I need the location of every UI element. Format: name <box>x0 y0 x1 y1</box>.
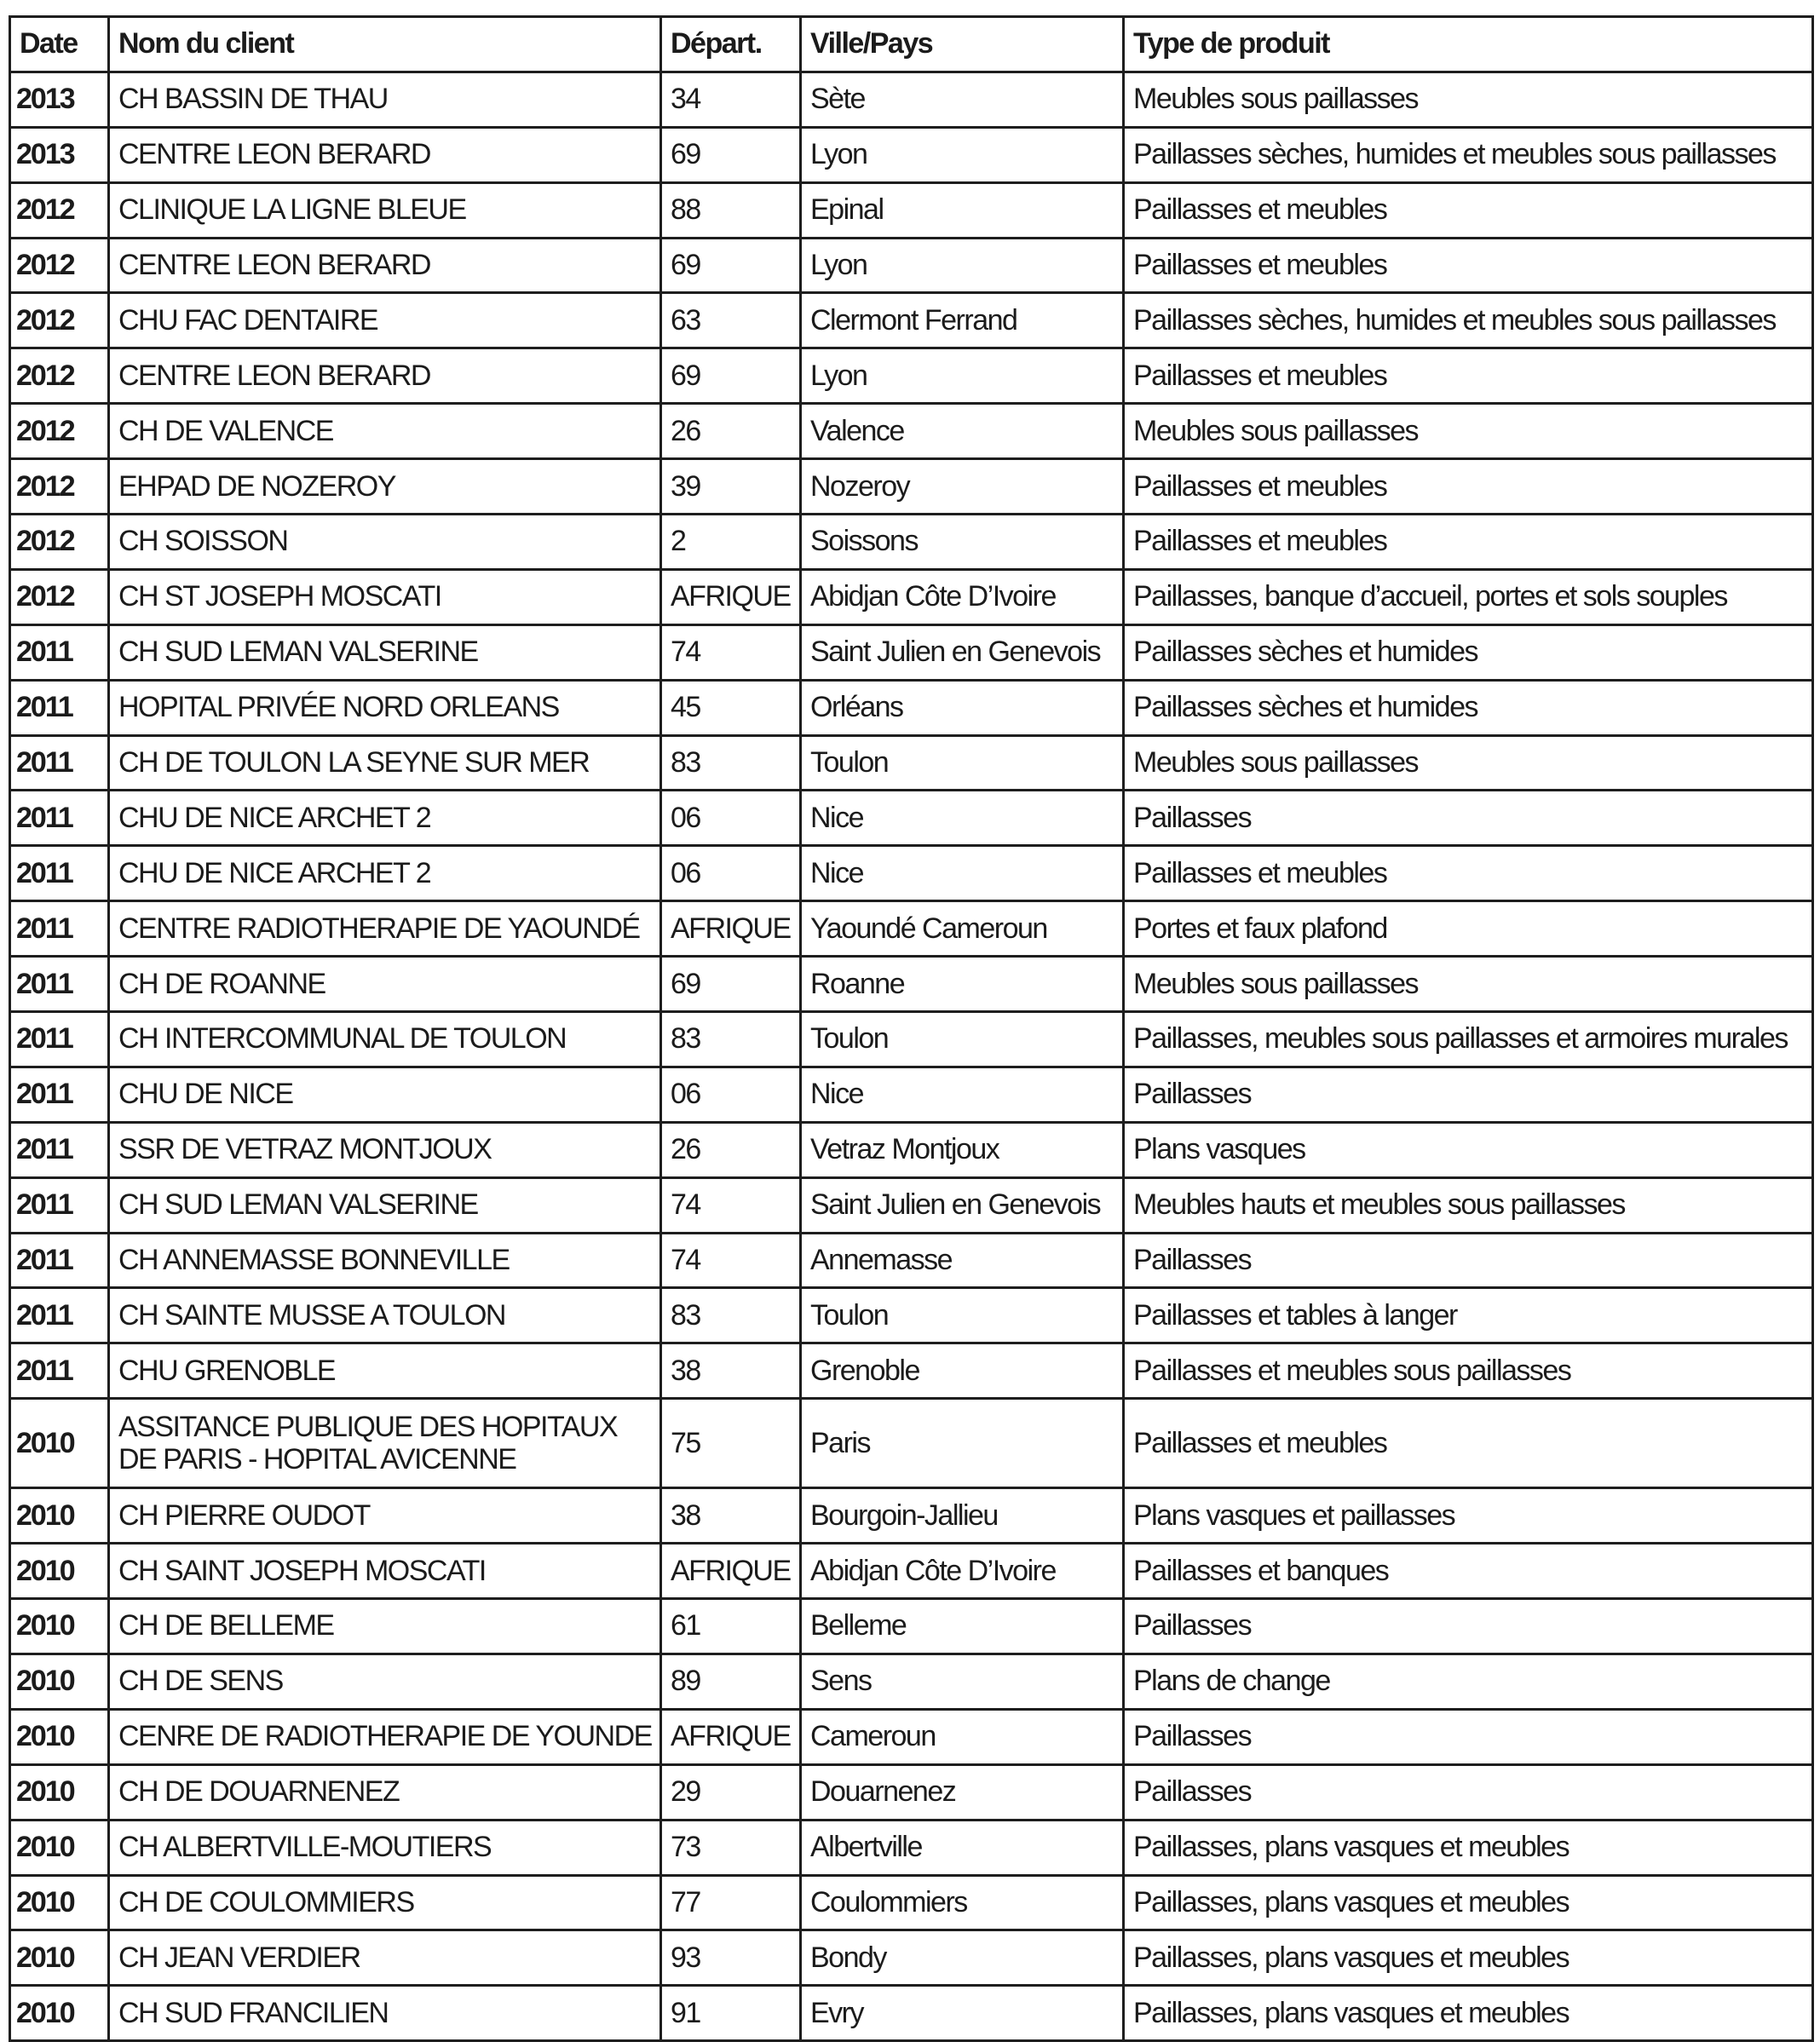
cell-product-type: Paillasses <box>1124 1599 1813 1654</box>
cell-client-name: CENTRE LEON BERARD <box>109 348 661 404</box>
cell-department: 26 <box>661 404 801 459</box>
cell-client-name: CHU DE NICE ARCHET 2 <box>109 846 661 901</box>
cell-department: 2 <box>661 515 801 570</box>
cell-city-country: Bourgoin-Jallieu <box>801 1488 1124 1544</box>
cell-product-type: Paillasses sèches, humides et meubles sous paillasses <box>1124 293 1813 348</box>
cell-city-country: Abidjan Côte D’Ivoire <box>801 569 1124 624</box>
cell-client-name: CH DE BELLEME <box>109 1599 661 1654</box>
table-row <box>10 459 1813 515</box>
cell-product-type: Meubles sous paillasses <box>1124 957 1813 1012</box>
cell-city-country: Coulommiers <box>801 1875 1124 1930</box>
cell-product-type: Portes et faux plafond <box>1124 901 1813 957</box>
cell-product-type: Paillasses, plans vasques et meubles <box>1124 1986 1813 2041</box>
cell-product-type: Paillasses et meubles <box>1124 182 1813 238</box>
cell-department: 39 <box>661 459 801 515</box>
cell-department: 83 <box>661 1288 801 1343</box>
cell-date: 2011 <box>10 901 109 957</box>
cell-client-name: CHU FAC DENTAIRE <box>109 293 661 348</box>
table-row <box>10 735 1813 791</box>
cell-city-country: Nice <box>801 1067 1124 1122</box>
cell-product-type: Meubles sous paillasses <box>1124 404 1813 459</box>
table-row <box>10 1654 1813 1709</box>
cell-department: AFRIQUE <box>661 569 801 624</box>
cell-client-name: CH ANNEMASSE BONNEVILLE <box>109 1233 661 1288</box>
cell-client-name: CH PIERRE OUDOT <box>109 1488 661 1544</box>
cell-city-country: Albertville <box>801 1820 1124 1875</box>
cell-department: 38 <box>661 1488 801 1544</box>
cell-department: 74 <box>661 1177 801 1233</box>
cell-city-country: Epinal <box>801 182 1124 238</box>
table-row <box>10 1067 1813 1122</box>
cell-city-country: Saint Julien en Genevois <box>801 1177 1124 1233</box>
cell-city-country: Lyon <box>801 348 1124 404</box>
cell-product-type: Paillasses et meubles <box>1124 846 1813 901</box>
table-row <box>10 1399 1813 1488</box>
cell-date: 2012 <box>10 459 109 515</box>
cell-date: 2012 <box>10 182 109 238</box>
cell-date: 2010 <box>10 1399 109 1488</box>
cell-product-type: Paillasses sèches et humides <box>1124 680 1813 735</box>
cell-client-name: CH SUD LEMAN VALSERINE <box>109 1177 661 1233</box>
table-row <box>10 348 1813 404</box>
cell-city-country: Roanne <box>801 957 1124 1012</box>
table-row <box>10 624 1813 680</box>
cell-date: 2012 <box>10 404 109 459</box>
cell-date: 2012 <box>10 293 109 348</box>
table-body <box>10 72 1813 2040</box>
cell-date: 2010 <box>10 1875 109 1930</box>
cell-client-name: CH DE SENS <box>109 1654 661 1709</box>
cell-product-type: Paillasses, plans vasques et meubles <box>1124 1875 1813 1930</box>
cell-client-name: CLINIQUE LA LIGNE BLEUE <box>109 182 661 238</box>
table-row <box>10 72 1813 127</box>
cell-product-type: Paillasses et meubles <box>1124 348 1813 404</box>
table-row <box>10 1122 1813 1177</box>
cell-department: 74 <box>661 624 801 680</box>
client-references-table <box>9 15 1814 2042</box>
cell-date: 2010 <box>10 1764 109 1820</box>
cell-client-name: CH JEAN VERDIER <box>109 1930 661 1986</box>
cell-product-type: Paillasses <box>1124 1764 1813 1820</box>
cell-product-type: Paillasses et meubles <box>1124 459 1813 515</box>
cell-date: 2011 <box>10 1067 109 1122</box>
cell-product-type: Paillasses <box>1124 791 1813 846</box>
cell-client-name: CH ST JOSEPH MOSCATI <box>109 569 661 624</box>
table-row <box>10 127 1813 182</box>
cell-date: 2012 <box>10 515 109 570</box>
cell-department: 69 <box>661 348 801 404</box>
cell-client-name: CH ALBERTVILLE-MOUTIERS <box>109 1820 661 1875</box>
cell-date: 2011 <box>10 1288 109 1343</box>
table-row <box>10 1820 1813 1875</box>
cell-department: 06 <box>661 791 801 846</box>
table-row <box>10 1875 1813 1930</box>
cell-department: 91 <box>661 1986 801 2041</box>
cell-client-name: CHU DE NICE ARCHET 2 <box>109 791 661 846</box>
cell-date: 2013 <box>10 72 109 127</box>
cell-date: 2010 <box>10 1544 109 1599</box>
cell-city-country: Nice <box>801 846 1124 901</box>
table-row <box>10 1599 1813 1654</box>
cell-date: 2010 <box>10 1709 109 1764</box>
table-row <box>10 569 1813 624</box>
cell-product-type: Meubles sous paillasses <box>1124 72 1813 127</box>
cell-product-type: Paillasses et meubles <box>1124 515 1813 570</box>
cell-client-name: CHU DE NICE <box>109 1067 661 1122</box>
cell-date: 2011 <box>10 957 109 1012</box>
cell-date: 2010 <box>10 1488 109 1544</box>
cell-product-type: Plans vasques et paillasses <box>1124 1488 1813 1544</box>
table-row <box>10 293 1813 348</box>
cell-department: 69 <box>661 238 801 293</box>
table-row <box>10 791 1813 846</box>
cell-department: AFRIQUE <box>661 1709 801 1764</box>
cell-client-name: HOPITAL PRIVÉE NORD ORLEANS <box>109 680 661 735</box>
cell-product-type: Paillasses, meubles sous paillasses et armoires murales <box>1124 1012 1813 1067</box>
cell-date: 2011 <box>10 791 109 846</box>
cell-department: AFRIQUE <box>661 1544 801 1599</box>
table-row <box>10 901 1813 957</box>
cell-client-name: CH SAINTE MUSSE A TOULON <box>109 1288 661 1343</box>
cell-city-country: Sens <box>801 1654 1124 1709</box>
cell-city-country: Abidjan Côte D’Ivoire <box>801 1544 1124 1599</box>
cell-product-type: Paillasses et meubles <box>1124 1399 1813 1488</box>
table-row <box>10 182 1813 238</box>
cell-city-country: Clermont Ferrand <box>801 293 1124 348</box>
cell-department: 26 <box>661 1122 801 1177</box>
cell-date: 2011 <box>10 624 109 680</box>
cell-product-type: Paillasses, plans vasques et meubles <box>1124 1820 1813 1875</box>
cell-product-type: Paillasses et meubles sous paillasses <box>1124 1343 1813 1399</box>
cell-client-name: CH SAINT JOSEPH MOSCATI <box>109 1544 661 1599</box>
cell-city-country: Saint Julien en Genevois <box>801 624 1124 680</box>
table-row <box>10 1288 1813 1343</box>
header-product-type: Type de produit <box>1124 17 1813 72</box>
cell-department: 93 <box>661 1930 801 1986</box>
cell-department: 38 <box>661 1343 801 1399</box>
header-date: Date <box>10 17 109 72</box>
cell-department: 75 <box>661 1399 801 1488</box>
cell-client-name: CENTRE LEON BERARD <box>109 238 661 293</box>
cell-department: 06 <box>661 1067 801 1122</box>
cell-date: 2012 <box>10 569 109 624</box>
cell-department: 69 <box>661 127 801 182</box>
cell-city-country: Douarnenez <box>801 1764 1124 1820</box>
cell-date: 2011 <box>10 846 109 901</box>
cell-department: 89 <box>661 1654 801 1709</box>
cell-city-country: Nozeroy <box>801 459 1124 515</box>
cell-product-type: Paillasses sèches, humides et meubles sous paillasses <box>1124 127 1813 182</box>
cell-product-type: Paillasses, banque d’accueil, portes et sols souples <box>1124 569 1813 624</box>
cell-department: 83 <box>661 735 801 791</box>
cell-department: 74 <box>661 1233 801 1288</box>
table-row <box>10 1930 1813 1986</box>
table-row <box>10 1177 1813 1233</box>
table-row <box>10 680 1813 735</box>
cell-product-type: Paillasses sèches et humides <box>1124 624 1813 680</box>
header-city-country: Ville/Pays <box>801 17 1124 72</box>
cell-date: 2011 <box>10 1012 109 1067</box>
header-department: Départ. <box>661 17 801 72</box>
cell-client-name: CH DE COULOMMIERS <box>109 1875 661 1930</box>
cell-date: 2011 <box>10 735 109 791</box>
table-row <box>10 957 1813 1012</box>
table-row <box>10 1764 1813 1820</box>
cell-date: 2013 <box>10 127 109 182</box>
cell-client-name: ASSITANCE PUBLIQUE DES HOPITAUX DE PARIS - HOPITAL AVICENNE <box>109 1399 661 1488</box>
cell-client-name: CH BASSIN DE THAU <box>109 72 661 127</box>
cell-date: 2011 <box>10 1343 109 1399</box>
cell-city-country: Toulon <box>801 735 1124 791</box>
cell-city-country: Lyon <box>801 238 1124 293</box>
cell-date: 2011 <box>10 1122 109 1177</box>
cell-city-country: Lyon <box>801 127 1124 182</box>
cell-date: 2010 <box>10 1930 109 1986</box>
cell-client-name: CH DE VALENCE <box>109 404 661 459</box>
cell-product-type: Meubles sous paillasses <box>1124 735 1813 791</box>
table-row <box>10 1986 1813 2041</box>
cell-city-country: Belleme <box>801 1599 1124 1654</box>
cell-product-type: Paillasses <box>1124 1709 1813 1764</box>
cell-product-type: Paillasses <box>1124 1233 1813 1288</box>
cell-product-type: Paillasses et banques <box>1124 1544 1813 1599</box>
cell-date: 2012 <box>10 348 109 404</box>
cell-client-name: CENTRE RADIOTHERAPIE DE YAOUNDÉ <box>109 901 661 957</box>
cell-department: AFRIQUE <box>661 901 801 957</box>
table-row <box>10 1343 1813 1399</box>
cell-department: 73 <box>661 1820 801 1875</box>
cell-department: 06 <box>661 846 801 901</box>
cell-product-type: Paillasses <box>1124 1067 1813 1122</box>
cell-city-country: Soissons <box>801 515 1124 570</box>
cell-date: 2011 <box>10 680 109 735</box>
cell-department: 83 <box>661 1012 801 1067</box>
cell-date: 2010 <box>10 1820 109 1875</box>
cell-city-country: Annemasse <box>801 1233 1124 1288</box>
table-row <box>10 1709 1813 1764</box>
cell-department: 34 <box>661 72 801 127</box>
cell-city-country: Toulon <box>801 1012 1124 1067</box>
cell-city-country: Orléans <box>801 680 1124 735</box>
cell-client-name: CH SUD FRANCILIEN <box>109 1986 661 2041</box>
cell-city-country: Nice <box>801 791 1124 846</box>
cell-product-type: Paillasses, plans vasques et meubles <box>1124 1930 1813 1986</box>
cell-client-name: CH DE ROANNE <box>109 957 661 1012</box>
cell-department: 29 <box>661 1764 801 1820</box>
cell-product-type: Paillasses et tables à langer <box>1124 1288 1813 1343</box>
table-row <box>10 1544 1813 1599</box>
cell-department: 45 <box>661 680 801 735</box>
cell-city-country: Valence <box>801 404 1124 459</box>
table-row <box>10 515 1813 570</box>
table-row <box>10 238 1813 293</box>
cell-date: 2012 <box>10 238 109 293</box>
table-row <box>10 1012 1813 1067</box>
cell-city-country: Toulon <box>801 1288 1124 1343</box>
cell-date: 2010 <box>10 1986 109 2041</box>
table-row <box>10 1488 1813 1544</box>
cell-client-name: CENRE DE RADIOTHERAPIE DE YOUNDE <box>109 1709 661 1764</box>
cell-client-name: SSR DE VETRAZ MONTJOUX <box>109 1122 661 1177</box>
table-row <box>10 404 1813 459</box>
cell-city-country: Yaoundé Cameroun <box>801 901 1124 957</box>
cell-city-country: Paris <box>801 1399 1124 1488</box>
cell-product-type: Plans de change <box>1124 1654 1813 1709</box>
cell-client-name: CHU GRENOBLE <box>109 1343 661 1399</box>
cell-city-country: Evry <box>801 1986 1124 2041</box>
cell-date: 2010 <box>10 1654 109 1709</box>
cell-client-name: CH DE TOULON LA SEYNE SUR MER <box>109 735 661 791</box>
header-client-name: Nom du client <box>109 17 661 72</box>
cell-department: 63 <box>661 293 801 348</box>
table-row <box>10 846 1813 901</box>
cell-product-type: Meubles hauts et meubles sous paillasses <box>1124 1177 1813 1233</box>
cell-product-type: Paillasses et meubles <box>1124 238 1813 293</box>
cell-client-name: CH SUD LEMAN VALSERINE <box>109 624 661 680</box>
cell-city-country: Grenoble <box>801 1343 1124 1399</box>
cell-client-name: CH SOISSON <box>109 515 661 570</box>
cell-city-country: Cameroun <box>801 1709 1124 1764</box>
cell-city-country: Vetraz Montjoux <box>801 1122 1124 1177</box>
cell-product-type: Plans vasques <box>1124 1122 1813 1177</box>
cell-client-name: CENTRE LEON BERARD <box>109 127 661 182</box>
cell-department: 69 <box>661 957 801 1012</box>
table-row <box>10 1233 1813 1288</box>
cell-city-country: Bondy <box>801 1930 1124 1986</box>
cell-client-name: CH INTERCOMMUNAL DE TOULON <box>109 1012 661 1067</box>
cell-city-country: Sète <box>801 72 1124 127</box>
cell-client-name: EHPAD DE NOZEROY <box>109 459 661 515</box>
cell-date: 2011 <box>10 1233 109 1288</box>
cell-department: 61 <box>661 1599 801 1654</box>
cell-date: 2011 <box>10 1177 109 1233</box>
cell-date: 2010 <box>10 1599 109 1654</box>
header-row <box>10 17 1813 72</box>
cell-department: 88 <box>661 182 801 238</box>
cell-client-name: CH DE DOUARNENEZ <box>109 1764 661 1820</box>
cell-department: 77 <box>661 1875 801 1930</box>
